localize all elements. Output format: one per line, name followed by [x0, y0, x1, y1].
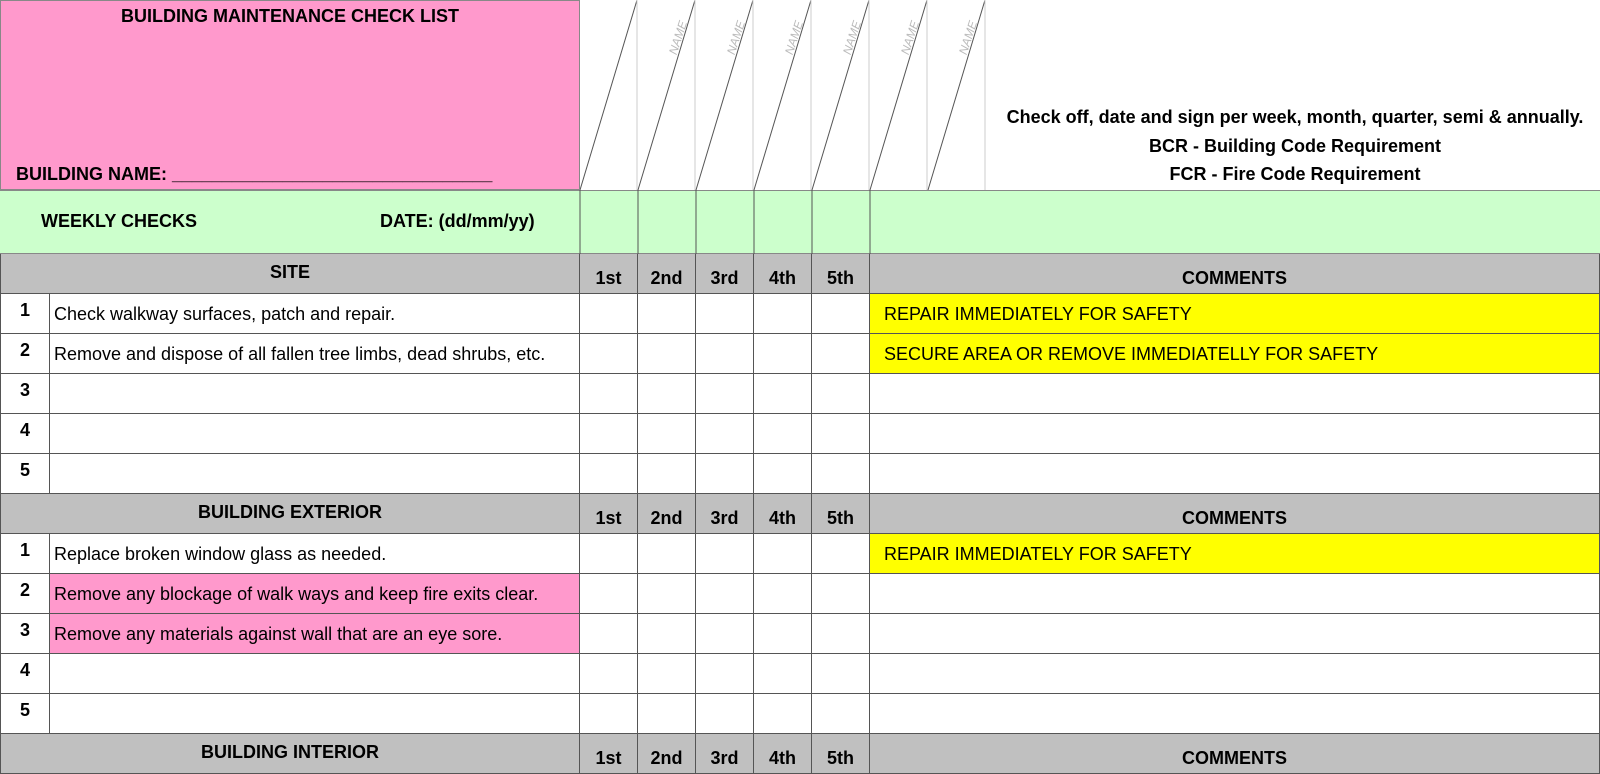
task-description[interactable]: Remove any blockage of walk ways and keep fire exits clear.	[50, 574, 580, 614]
week-checkbox-3[interactable]	[696, 654, 754, 694]
week-checkbox-3[interactable]	[696, 414, 754, 454]
building-name-label[interactable]: BUILDING NAME: ________________________________	[16, 164, 493, 184]
week-checkbox-4[interactable]	[754, 414, 812, 454]
week-checkbox-3[interactable]	[696, 534, 754, 574]
name-slot-6[interactable]: NAME	[956, 19, 981, 57]
comment-cell[interactable]: REPAIR IMMEDIATELY FOR SAFETY	[870, 294, 1600, 334]
task-description[interactable]: Check walkway surfaces, patch and repair.	[50, 294, 580, 334]
week-checkbox-1[interactable]	[580, 454, 638, 494]
row-number: 1	[0, 294, 50, 334]
week-checkbox-5[interactable]	[812, 614, 870, 654]
week-checkbox-2[interactable]	[638, 294, 696, 334]
week-column-header: 4th	[754, 254, 812, 294]
week-checkbox-5[interactable]	[812, 294, 870, 334]
row-number: 5	[0, 694, 50, 734]
comment-cell[interactable]: SECURE AREA OR REMOVE IMMEDIATELLY FOR SAFETY	[870, 334, 1600, 374]
comment-cell[interactable]	[870, 694, 1600, 734]
week-checkbox-1[interactable]	[580, 654, 638, 694]
week-checkbox-2[interactable]	[638, 414, 696, 454]
week-checkbox-5[interactable]	[812, 534, 870, 574]
week-column-header: 4th	[754, 494, 812, 534]
week-checkbox-1[interactable]	[580, 334, 638, 374]
week-checkbox-3[interactable]	[696, 294, 754, 334]
task-description[interactable]: Remove and dispose of all fallen tree limbs, dead shrubs, etc.	[50, 334, 580, 374]
name-slot-5[interactable]: NAME	[898, 19, 923, 57]
week-checkbox-2[interactable]	[638, 454, 696, 494]
week-checkbox-2[interactable]	[638, 534, 696, 574]
week-column-header: 5th	[812, 734, 870, 774]
week-checkbox-2[interactable]	[638, 574, 696, 614]
week-column-header: 3rd	[696, 494, 754, 534]
task-description[interactable]: Replace broken window glass as needed.	[50, 534, 580, 574]
week-checkbox-4[interactable]	[754, 614, 812, 654]
week-checkbox-1[interactable]	[580, 294, 638, 334]
week-checkbox-2[interactable]	[638, 614, 696, 654]
week-checkbox-2[interactable]	[638, 334, 696, 374]
legend-line-2: BCR - Building Code Requirement	[1149, 136, 1441, 156]
week-checkbox-3[interactable]	[696, 574, 754, 614]
row-number: 5	[0, 454, 50, 494]
section-header: BUILDING EXTERIOR	[0, 494, 580, 534]
legend-line-1: Check off, date and sign per week, month, quarter, semi & annually.	[1006, 107, 1584, 127]
name-slot-1[interactable]: NAME	[666, 19, 691, 57]
name-header-lines	[580, 0, 990, 190]
week-checkbox-3[interactable]	[696, 334, 754, 374]
week-column-header: 2nd	[638, 734, 696, 774]
comments-header: COMMENTS	[870, 734, 1600, 774]
week-checkbox-4[interactable]	[754, 694, 812, 734]
legend-line-3: FCR - Fire Code Requirement	[1169, 164, 1421, 184]
comment-cell[interactable]	[870, 454, 1600, 494]
comment-cell[interactable]: REPAIR IMMEDIATELY FOR SAFETY	[870, 534, 1600, 574]
week-column-header: 1st	[580, 734, 638, 774]
week-column-header: 1st	[580, 254, 638, 294]
week-checkbox-5[interactable]	[812, 454, 870, 494]
week-checkbox-1[interactable]	[580, 374, 638, 414]
row-number: 1	[0, 534, 50, 574]
week-checkbox-1[interactable]	[580, 534, 638, 574]
weekly-band-lines	[0, 190, 1600, 254]
week-checkbox-5[interactable]	[812, 414, 870, 454]
week-column-header: 2nd	[638, 254, 696, 294]
comment-cell[interactable]	[870, 654, 1600, 694]
name-slot-3[interactable]: NAME	[782, 19, 807, 57]
comment-cell[interactable]	[870, 614, 1600, 654]
week-checkbox-4[interactable]	[754, 654, 812, 694]
week-checkbox-4[interactable]	[754, 534, 812, 574]
week-checkbox-3[interactable]	[696, 614, 754, 654]
row-number: 3	[0, 614, 50, 654]
week-checkbox-2[interactable]	[638, 694, 696, 734]
week-checkbox-5[interactable]	[812, 334, 870, 374]
date-label: DATE: (dd/mm/yy)	[380, 211, 535, 231]
row-number: 3	[0, 374, 50, 414]
task-description[interactable]	[50, 654, 580, 694]
task-description[interactable]	[50, 374, 580, 414]
title-block	[0, 0, 580, 190]
task-description[interactable]	[50, 454, 580, 494]
weekly-checks-label: WEEKLY CHECKS	[41, 211, 198, 231]
week-column-header: 1st	[580, 494, 638, 534]
section-header: BUILDING INTERIOR	[0, 734, 580, 774]
week-checkbox-5[interactable]	[812, 694, 870, 734]
week-checkbox-1[interactable]	[580, 414, 638, 454]
week-column-header: 4th	[754, 734, 812, 774]
week-checkbox-3[interactable]	[696, 694, 754, 734]
week-column-header: 3rd	[696, 254, 754, 294]
week-checkbox-4[interactable]	[754, 334, 812, 374]
comment-cell[interactable]	[870, 414, 1600, 454]
name-slot-2[interactable]: NAME	[724, 19, 749, 57]
week-column-header: 2nd	[638, 494, 696, 534]
comments-header: COMMENTS	[870, 254, 1600, 294]
row-number: 2	[0, 574, 50, 614]
sheet-title: BUILDING MAINTENANCE CHECK LIST	[121, 6, 459, 26]
week-checkbox-4[interactable]	[754, 294, 812, 334]
week-checkbox-1[interactable]	[580, 694, 638, 734]
row-number: 4	[0, 654, 50, 694]
week-column-header: 3rd	[696, 734, 754, 774]
week-checkbox-3[interactable]	[696, 454, 754, 494]
week-checkbox-5[interactable]	[812, 654, 870, 694]
week-checkbox-2[interactable]	[638, 374, 696, 414]
week-checkbox-1[interactable]	[580, 614, 638, 654]
week-checkbox-1[interactable]	[580, 574, 638, 614]
row-number: 4	[0, 414, 50, 454]
week-column-header: 5th	[812, 254, 870, 294]
week-checkbox-5[interactable]	[812, 574, 870, 614]
task-description[interactable]	[50, 414, 580, 454]
section-header: SITE	[0, 254, 580, 294]
comments-header: COMMENTS	[870, 494, 1600, 534]
week-checkbox-2[interactable]	[638, 654, 696, 694]
week-checkbox-4[interactable]	[754, 454, 812, 494]
comment-cell[interactable]	[870, 574, 1600, 614]
week-checkbox-3[interactable]	[696, 374, 754, 414]
comment-cell[interactable]	[870, 374, 1600, 414]
row-number: 2	[0, 334, 50, 374]
task-description[interactable]: Remove any materials against wall that are an eye sore.	[50, 614, 580, 654]
week-checkbox-5[interactable]	[812, 374, 870, 414]
week-checkbox-4[interactable]	[754, 574, 812, 614]
week-column-header: 5th	[812, 494, 870, 534]
name-slot-4[interactable]: NAME	[840, 19, 865, 57]
task-description[interactable]	[50, 694, 580, 734]
week-checkbox-4[interactable]	[754, 374, 812, 414]
